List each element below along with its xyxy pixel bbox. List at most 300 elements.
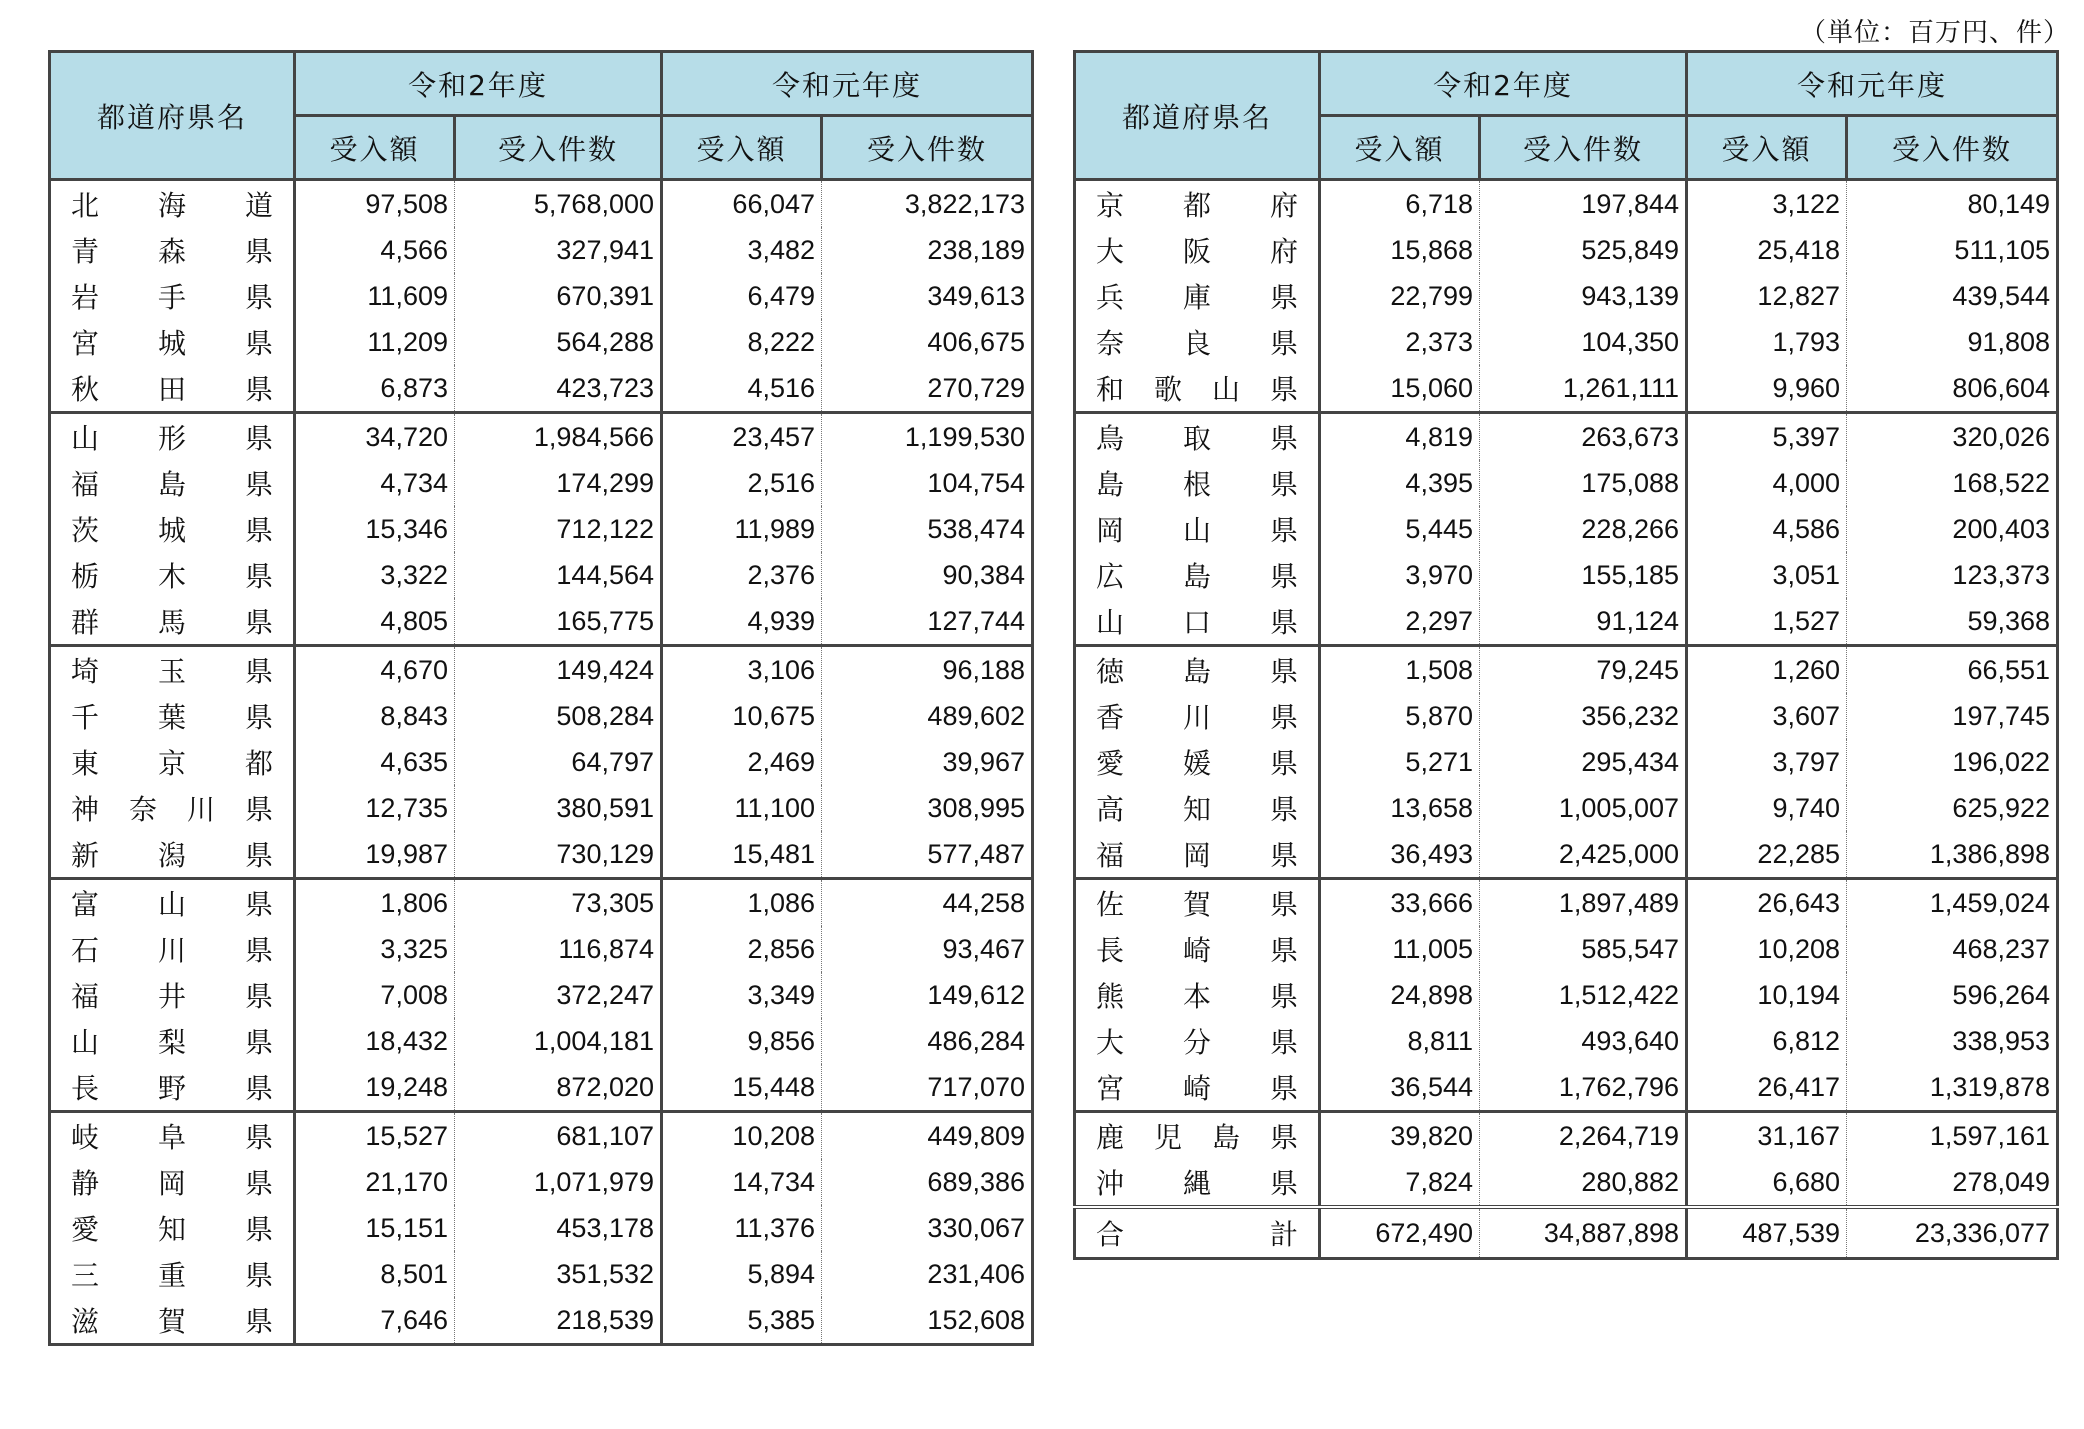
r1-amount-cell: 6,680 [1687,1159,1847,1207]
r2-amount-cell: 2,297 [1320,598,1480,646]
r2-amount-cell: 8,843 [295,693,455,739]
r2-count-cell: 670,391 [455,273,662,319]
table-row [50,365,1033,413]
table-row [1075,972,2058,1018]
prefecture-cell: 岩手県 [50,273,295,319]
r1-count-cell: 149,612 [822,972,1033,1018]
header-r2-amount: 受入額 [1320,116,1480,180]
prefecture-cell: 鳥取県 [1075,413,1320,461]
r2-count-cell: 1,512,422 [1480,972,1687,1018]
r2-count-cell: 1,071,979 [455,1159,662,1205]
r1-amount-cell: 3,797 [1687,739,1847,785]
r1-count-cell: 39,967 [822,739,1033,785]
prefecture-cell: 千葉県 [50,693,295,739]
prefecture-cell: 宮城県 [50,319,295,365]
r1-amount-cell: 6,812 [1687,1018,1847,1064]
r1-amount-cell: 1,527 [1687,598,1847,646]
r1-count-cell: 238,189 [822,227,1033,273]
r1-amount-cell: 12,827 [1687,273,1847,319]
table-row [50,739,1033,785]
r1-amount-cell: 3,106 [662,646,822,694]
r1-count-cell: 468,237 [1847,926,2058,972]
table-row [1075,785,2058,831]
header-r2: 令和2年度 [1320,52,1687,116]
table-row [50,646,1033,694]
table-row [50,1064,1033,1112]
r1-count-cell: 1,459,024 [1847,879,2058,927]
table-row [50,460,1033,506]
r2-count-cell: 1,897,489 [1480,879,1687,927]
r2-amount-cell: 8,501 [295,1251,455,1297]
prefecture-cell: 大分県 [1075,1018,1320,1064]
r1-count-cell: 270,729 [822,365,1033,413]
table-row [1075,693,2058,739]
r2-amount-cell: 4,805 [295,598,455,646]
r1-count-cell: 231,406 [822,1251,1033,1297]
r2-amount-cell: 5,271 [1320,739,1480,785]
total-r1-amount-cell: 487,539 [1687,1207,1847,1259]
r1-amount-cell: 3,482 [662,227,822,273]
r1-amount-cell: 4,939 [662,598,822,646]
r2-count-cell: 175,088 [1480,460,1687,506]
r1-amount-cell: 11,100 [662,785,822,831]
unit-note: （単位：百万円、件） [1799,18,2070,48]
r2-amount-cell: 4,734 [295,460,455,506]
prefecture-cell: 青森県 [50,227,295,273]
header-r2: 令和2年度 [295,52,662,116]
r1-amount-cell: 10,675 [662,693,822,739]
table-row [1075,227,2058,273]
prefecture-cell: 高知県 [1075,785,1320,831]
r1-amount-cell: 2,856 [662,926,822,972]
header-r2-count: 受入件数 [455,116,662,180]
r2-amount-cell: 18,432 [295,1018,455,1064]
r2-count-cell: 1,004,181 [455,1018,662,1064]
table-row [1075,1064,2058,1112]
r2-amount-cell: 11,209 [295,319,455,365]
r2-count-cell: 453,178 [455,1205,662,1251]
r1-amount-cell: 2,376 [662,552,822,598]
r2-amount-cell: 36,493 [1320,831,1480,879]
r1-count-cell: 80,149 [1847,180,2058,228]
r1-amount-cell: 23,457 [662,413,822,461]
r2-count-cell: 372,247 [455,972,662,1018]
prefecture-cell: 栃木県 [50,552,295,598]
r2-amount-cell: 3,970 [1320,552,1480,598]
r1-count-cell: 625,922 [1847,785,2058,831]
r1-amount-cell: 1,260 [1687,646,1847,694]
prefecture-cell: 島根県 [1075,460,1320,506]
r2-amount-cell: 5,445 [1320,506,1480,552]
r1-count-cell: 689,386 [822,1159,1033,1205]
prefecture-cell: 福岡県 [1075,831,1320,879]
r2-amount-cell: 19,248 [295,1064,455,1112]
r2-amount-cell: 4,395 [1320,460,1480,506]
r2-amount-cell: 15,151 [295,1205,455,1251]
r1-count-cell: 717,070 [822,1064,1033,1112]
prefecture-cell: 大阪府 [1075,227,1320,273]
prefecture-cell: 愛知県 [50,1205,295,1251]
r2-count-cell: 280,882 [1480,1159,1687,1207]
r2-count-cell: 295,434 [1480,739,1687,785]
r2-count-cell: 585,547 [1480,926,1687,972]
r2-count-cell: 943,139 [1480,273,1687,319]
prefecture-cell: 滋賀県 [50,1297,295,1345]
furusato-table-left [48,50,1034,1346]
r2-count-cell: 2,264,719 [1480,1112,1687,1160]
r2-count-cell: 79,245 [1480,646,1687,694]
r2-amount-cell: 4,566 [295,227,455,273]
table-row [50,273,1033,319]
r1-amount-cell: 11,376 [662,1205,822,1251]
prefecture-cell: 長野県 [50,1064,295,1112]
prefecture-cell: 茨城県 [50,506,295,552]
prefecture-cell: 群馬県 [50,598,295,646]
r2-count-cell: 1,005,007 [1480,785,1687,831]
r2-count-cell: 144,564 [455,552,662,598]
r1-count-cell: 104,754 [822,460,1033,506]
r1-amount-cell: 4,000 [1687,460,1847,506]
r1-amount-cell: 9,856 [662,1018,822,1064]
r2-amount-cell: 7,824 [1320,1159,1480,1207]
r1-amount-cell: 4,586 [1687,506,1847,552]
r2-count-cell: 174,299 [455,460,662,506]
prefecture-cell: 和歌山県 [1075,365,1320,413]
prefecture-cell: 愛媛県 [1075,739,1320,785]
r1-amount-cell: 15,448 [662,1064,822,1112]
r1-count-cell: 96,188 [822,646,1033,694]
r2-count-cell: 351,532 [455,1251,662,1297]
r2-amount-cell: 12,735 [295,785,455,831]
r1-amount-cell: 22,285 [1687,831,1847,879]
r1-amount-cell: 5,385 [662,1297,822,1345]
r2-count-cell: 525,849 [1480,227,1687,273]
total-row [1075,1207,2058,1259]
table-row [1075,598,2058,646]
r2-count-cell: 423,723 [455,365,662,413]
r1-count-cell: 93,467 [822,926,1033,972]
r1-amount-cell: 10,208 [662,1112,822,1160]
prefecture-cell: 宮崎県 [1075,1064,1320,1112]
prefecture-cell: 三重県 [50,1251,295,1297]
r2-count-cell: 356,232 [1480,693,1687,739]
table-row [1075,319,2058,365]
r2-count-cell: 197,844 [1480,180,1687,228]
table-row [50,552,1033,598]
r1-amount-cell: 5,894 [662,1251,822,1297]
r1-count-cell: 200,403 [1847,506,2058,552]
prefecture-cell: 兵庫県 [1075,273,1320,319]
r1-count-cell: 489,602 [822,693,1033,739]
table-row [50,879,1033,927]
prefecture-cell: 山形県 [50,413,295,461]
r1-count-cell: 449,809 [822,1112,1033,1160]
r2-amount-cell: 15,060 [1320,365,1480,413]
r1-count-cell: 90,384 [822,552,1033,598]
header-r1-count: 受入件数 [822,116,1033,180]
r2-amount-cell: 6,873 [295,365,455,413]
r2-amount-cell: 3,325 [295,926,455,972]
r2-count-cell: 263,673 [1480,413,1687,461]
table-body-left [50,180,1033,1345]
header-r1: 令和元年度 [1687,52,2058,116]
prefecture-cell: 熊本県 [1075,972,1320,1018]
r1-count-cell: 1,386,898 [1847,831,2058,879]
r2-amount-cell: 2,373 [1320,319,1480,365]
table-row [50,693,1033,739]
r1-amount-cell: 9,740 [1687,785,1847,831]
prefecture-cell: 鹿児島県 [1075,1112,1320,1160]
r2-count-cell: 91,124 [1480,598,1687,646]
table-row [50,926,1033,972]
r1-count-cell: 1,199,530 [822,413,1033,461]
prefecture-cell: 沖縄県 [1075,1159,1320,1207]
r2-amount-cell: 97,508 [295,180,455,228]
r1-amount-cell: 10,208 [1687,926,1847,972]
r2-count-cell: 493,640 [1480,1018,1687,1064]
furusato-table-right [1073,50,2059,1260]
table-row [1075,926,2058,972]
table-row [1075,1018,2058,1064]
table-row [1075,879,2058,927]
r2-amount-cell: 39,820 [1320,1112,1480,1160]
r1-count-cell: 123,373 [1847,552,2058,598]
prefecture-cell: 東京都 [50,739,295,785]
r2-amount-cell: 7,008 [295,972,455,1018]
table-row [50,1112,1033,1160]
table-row [1075,413,2058,461]
r2-count-cell: 218,539 [455,1297,662,1345]
r1-count-cell: 806,604 [1847,365,2058,413]
r2-count-cell: 327,941 [455,227,662,273]
header-r1-count: 受入件数 [1847,116,2058,180]
table-row [50,785,1033,831]
table-row [50,1018,1033,1064]
table-row [1075,1112,2058,1160]
r2-amount-cell: 7,646 [295,1297,455,1345]
r2-count-cell: 5,768,000 [455,180,662,228]
r2-amount-cell: 8,811 [1320,1018,1480,1064]
prefecture-cell: 広島県 [1075,552,1320,598]
r1-amount-cell: 25,418 [1687,227,1847,273]
prefecture-cell: 新潟県 [50,831,295,879]
prefecture-cell: 岡山県 [1075,506,1320,552]
prefecture-cell: 長崎県 [1075,926,1320,972]
r1-count-cell: 349,613 [822,273,1033,319]
table-row [50,831,1033,879]
r1-count-cell: 168,522 [1847,460,2058,506]
r1-amount-cell: 26,417 [1687,1064,1847,1112]
r2-amount-cell: 11,609 [295,273,455,319]
prefecture-cell: 静岡県 [50,1159,295,1205]
r2-amount-cell: 11,005 [1320,926,1480,972]
r2-amount-cell: 15,868 [1320,227,1480,273]
total-r1-count-cell: 23,336,077 [1847,1207,2058,1259]
r1-amount-cell: 3,349 [662,972,822,1018]
prefecture-cell: 北海道 [50,180,295,228]
r1-count-cell: 308,995 [822,785,1033,831]
prefecture-cell: 京都府 [1075,180,1320,228]
r1-amount-cell: 2,469 [662,739,822,785]
r1-amount-cell: 9,960 [1687,365,1847,413]
r2-amount-cell: 3,322 [295,552,455,598]
prefecture-cell: 福島県 [50,460,295,506]
prefecture-cell: 岐阜県 [50,1112,295,1160]
total-r2-amount-cell: 672,490 [1320,1207,1480,1259]
header-r1: 令和元年度 [662,52,1033,116]
r2-amount-cell: 24,898 [1320,972,1480,1018]
table-row [50,227,1033,273]
r1-count-cell: 3,822,173 [822,180,1033,228]
r1-count-cell: 439,544 [1847,273,2058,319]
r1-amount-cell: 26,643 [1687,879,1847,927]
r1-count-cell: 197,745 [1847,693,2058,739]
table-row [1075,831,2058,879]
r1-amount-cell: 3,122 [1687,180,1847,228]
r1-count-cell: 127,744 [822,598,1033,646]
header-r2-count: 受入件数 [1480,116,1687,180]
prefecture-cell: 福井県 [50,972,295,1018]
r1-amount-cell: 1,086 [662,879,822,927]
r1-amount-cell: 2,516 [662,460,822,506]
prefecture-cell: 神奈川県 [50,785,295,831]
prefecture-cell: 佐賀県 [1075,879,1320,927]
r2-count-cell: 564,288 [455,319,662,365]
table-row [1075,646,2058,694]
r2-count-cell: 380,591 [455,785,662,831]
header-r1-amount: 受入額 [662,116,822,180]
r2-count-cell: 228,266 [1480,506,1687,552]
table-row [50,1159,1033,1205]
table-row [50,413,1033,461]
table-row [1075,180,2058,228]
r2-count-cell: 104,350 [1480,319,1687,365]
r1-count-cell: 320,026 [1847,413,2058,461]
r2-count-cell: 730,129 [455,831,662,879]
table-row [1075,552,2058,598]
table-row [1075,506,2058,552]
r2-amount-cell: 4,670 [295,646,455,694]
r1-count-cell: 66,551 [1847,646,2058,694]
r1-amount-cell: 14,734 [662,1159,822,1205]
r2-amount-cell: 6,718 [1320,180,1480,228]
table-row [50,1251,1033,1297]
r1-amount-cell: 6,479 [662,273,822,319]
r2-amount-cell: 5,870 [1320,693,1480,739]
table-row [50,1205,1033,1251]
r1-count-cell: 330,067 [822,1205,1033,1251]
r2-count-cell: 872,020 [455,1064,662,1112]
header-r2-amount: 受入額 [295,116,455,180]
r1-amount-cell: 8,222 [662,319,822,365]
table-row [50,1297,1033,1345]
table-row [1075,1159,2058,1207]
r1-amount-cell: 10,194 [1687,972,1847,1018]
header-prefecture: 都道府県名 [1075,52,1320,180]
r1-count-cell: 1,319,878 [1847,1064,2058,1112]
r1-amount-cell: 3,051 [1687,552,1847,598]
r2-amount-cell: 21,170 [295,1159,455,1205]
r2-count-cell: 2,425,000 [1480,831,1687,879]
r2-amount-cell: 34,720 [295,413,455,461]
r1-amount-cell: 1,793 [1687,319,1847,365]
r2-count-cell: 149,424 [455,646,662,694]
header-r1-amount: 受入額 [1687,116,1847,180]
prefecture-cell: 富山県 [50,879,295,927]
prefecture-cell: 秋田県 [50,365,295,413]
r1-amount-cell: 15,481 [662,831,822,879]
r1-count-cell: 596,264 [1847,972,2058,1018]
r2-count-cell: 508,284 [455,693,662,739]
r2-amount-cell: 4,819 [1320,413,1480,461]
r1-count-cell: 538,474 [822,506,1033,552]
r1-count-cell: 577,487 [822,831,1033,879]
r2-amount-cell: 33,666 [1320,879,1480,927]
r1-count-cell: 1,597,161 [1847,1112,2058,1160]
r2-count-cell: 1,762,796 [1480,1064,1687,1112]
r2-count-cell: 155,185 [1480,552,1687,598]
table-row [1075,739,2058,785]
r1-amount-cell: 3,607 [1687,693,1847,739]
r2-count-cell: 1,261,111 [1480,365,1687,413]
table-row [1075,365,2058,413]
r1-amount-cell: 11,989 [662,506,822,552]
r1-count-cell: 196,022 [1847,739,2058,785]
r1-count-cell: 338,953 [1847,1018,2058,1064]
r1-amount-cell: 31,167 [1687,1112,1847,1160]
r1-count-cell: 486,284 [822,1018,1033,1064]
prefecture-cell: 徳島県 [1075,646,1320,694]
r2-count-cell: 1,984,566 [455,413,662,461]
table-row [1075,460,2058,506]
r1-count-cell: 278,049 [1847,1159,2058,1207]
prefecture-cell: 山梨県 [50,1018,295,1064]
table-row [1075,273,2058,319]
table-row [50,319,1033,365]
total-r2-count-cell: 34,887,898 [1480,1207,1687,1259]
r2-amount-cell: 13,658 [1320,785,1480,831]
r1-amount-cell: 4,516 [662,365,822,413]
total-prefecture-cell: 合計 [1075,1207,1320,1259]
r2-count-cell: 116,874 [455,926,662,972]
r2-amount-cell: 19,987 [295,831,455,879]
r1-count-cell: 511,105 [1847,227,2058,273]
r2-amount-cell: 4,635 [295,739,455,785]
r2-amount-cell: 15,527 [295,1112,455,1160]
r2-count-cell: 64,797 [455,739,662,785]
r1-count-cell: 59,368 [1847,598,2058,646]
r2-amount-cell: 1,806 [295,879,455,927]
r1-amount-cell: 66,047 [662,180,822,228]
r2-amount-cell: 15,346 [295,506,455,552]
r1-count-cell: 44,258 [822,879,1033,927]
r1-count-cell: 152,608 [822,1297,1033,1345]
table-row [50,506,1033,552]
prefecture-cell: 石川県 [50,926,295,972]
prefecture-cell: 山口県 [1075,598,1320,646]
r2-count-cell: 165,775 [455,598,662,646]
r2-count-cell: 681,107 [455,1112,662,1160]
r2-amount-cell: 1,508 [1320,646,1480,694]
table-row [50,972,1033,1018]
prefecture-cell: 埼玉県 [50,646,295,694]
r2-amount-cell: 22,799 [1320,273,1480,319]
r1-count-cell: 406,675 [822,319,1033,365]
table-row [50,598,1033,646]
r1-amount-cell: 5,397 [1687,413,1847,461]
table-row [50,180,1033,228]
prefecture-cell: 香川県 [1075,693,1320,739]
